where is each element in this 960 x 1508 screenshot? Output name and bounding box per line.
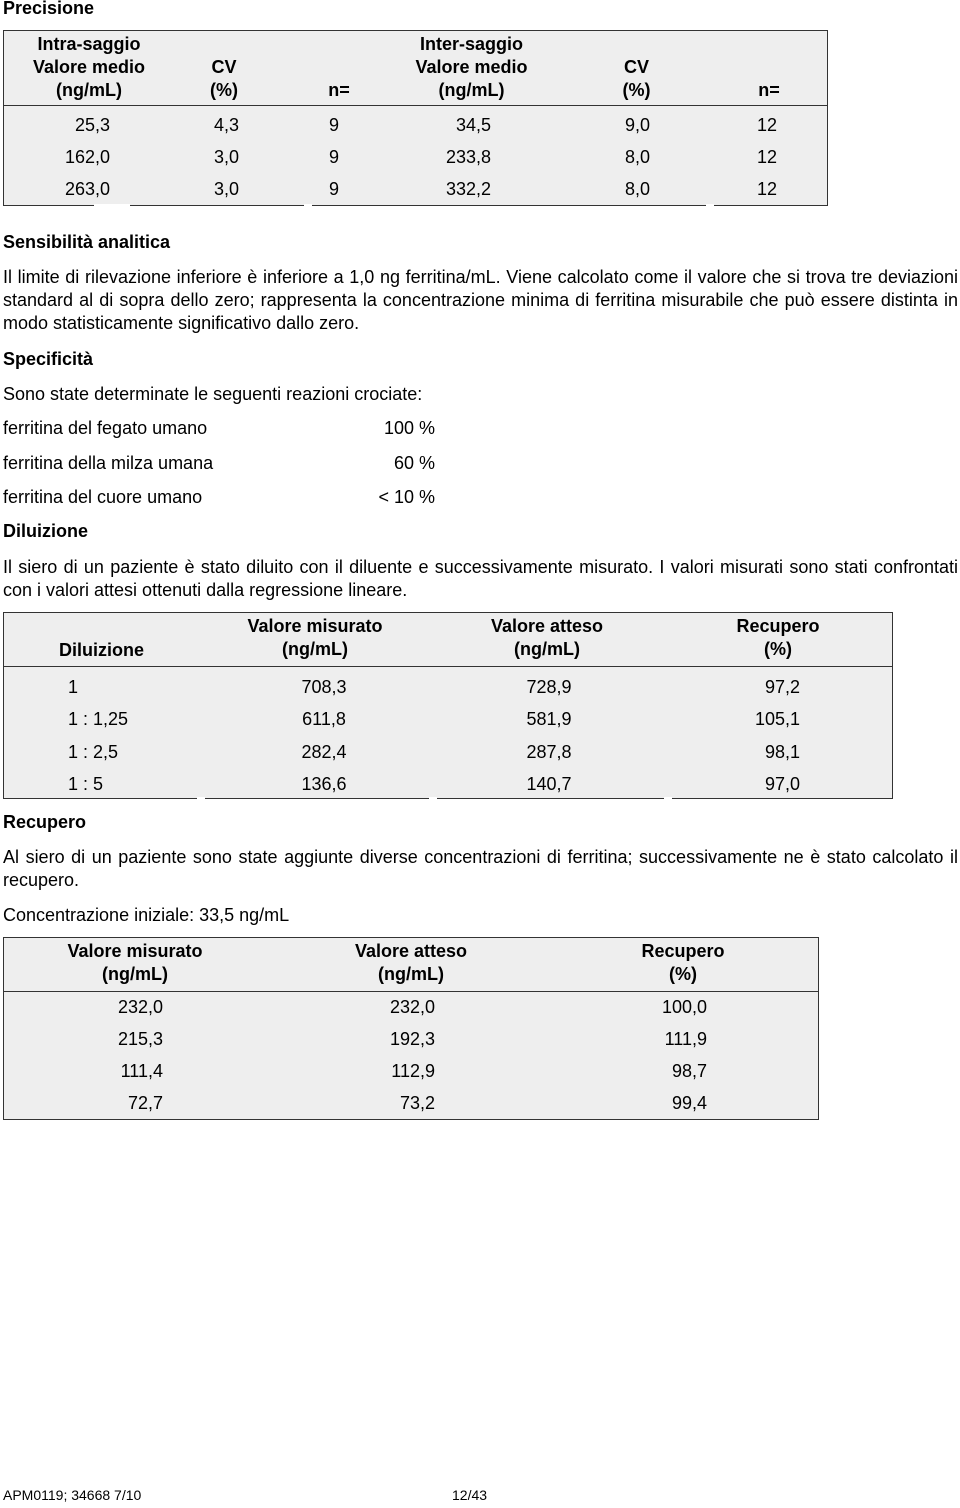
col-header-valore-atteso: Valore atteso (ng/mL)	[490, 616, 604, 659]
col-header-intra: Intra-saggio Valore medio (ng/mL)	[32, 34, 146, 100]
table-cell: 708,3	[301, 677, 347, 697]
table-cell: 111,9	[664, 1029, 707, 1049]
table-header-rule	[4, 991, 818, 992]
table-cell: 105,1	[754, 709, 800, 729]
table-cell: 136,6	[301, 774, 347, 794]
table-cell: 3,0	[213, 147, 239, 167]
col-header-valore-misurato: Valore misurato (ng/mL)	[67, 941, 203, 984]
table-cell: 111,4	[120, 1061, 163, 1081]
recupero-paragraph: Al siero di un paziente sono state aggiunte diverse concentrazioni di ferritina; successivamente ne è stato calcolato il recupero.	[3, 847, 958, 890]
table-cell: 9	[328, 147, 339, 167]
table-cell: 332,2	[445, 179, 491, 199]
table-cell: 4,3	[213, 115, 239, 135]
col-header-cv-inter: CV (%)	[622, 57, 651, 100]
table-cell: 192,3	[389, 1029, 435, 1049]
col-header-n-intra: n=	[328, 80, 350, 100]
table-cell: 728,9	[526, 677, 572, 697]
list-item-value: < 10 %	[378, 487, 435, 507]
recupero-initial-concentration: Concentrazione iniziale: 33,5 ng/mL	[3, 905, 290, 925]
table-cell: 9	[328, 179, 339, 199]
section-title-precisione: Precisione	[3, 0, 95, 18]
table-cell: 100,0	[661, 997, 707, 1017]
precision-table	[3, 30, 828, 206]
diluizione-paragraph: Il siero di un paziente è stato diluito con il diluente e successivamente misurato. I valori misurati sono stati confrontati con i valori attesi ottenuti dalla regressione lineare.	[3, 557, 958, 600]
section-title-recupero: Recupero	[3, 812, 87, 832]
table-cell: 12	[756, 179, 778, 199]
specificita-intro: Sono state determinate le seguenti reazioni crociate:	[3, 384, 423, 404]
table-header-rule	[4, 105, 827, 106]
table-cell: 1 : 2,5	[68, 742, 119, 762]
footer-page-number: 12/43	[452, 1487, 488, 1503]
col-header-recupero: Recupero (%)	[736, 616, 820, 659]
table-cell: 232,0	[117, 997, 163, 1017]
table-cell: 581,9	[526, 709, 572, 729]
col-header-valore-misurato: Valore misurato (ng/mL)	[247, 616, 383, 659]
table-cell: 611,8	[302, 709, 346, 729]
table-cell: 282,4	[301, 742, 347, 762]
footer-document-id: APM0119; 34668 7/10	[3, 1487, 142, 1503]
list-item-label: ferritina della milza umana	[3, 453, 214, 473]
table-cell: 263,0	[64, 179, 110, 199]
table-cell: 1	[68, 677, 79, 697]
table-cell: 25,3	[74, 115, 110, 135]
table-cell: 98,7	[671, 1061, 707, 1081]
table-cell: 9	[328, 115, 339, 135]
table-cell: 140,7	[526, 774, 572, 794]
col-header-recupero: Recupero (%)	[641, 941, 725, 984]
col-header-diluizione: Diluizione	[59, 640, 144, 660]
table-cell: 233,8	[445, 147, 491, 167]
table-cell: 162,0	[64, 147, 110, 167]
table-cell: 112,9	[391, 1061, 435, 1081]
table-cell: 8,0	[624, 147, 650, 167]
table-cell: 215,3	[117, 1029, 163, 1049]
table-header-rule	[4, 666, 892, 667]
table-cell: 3,0	[213, 179, 239, 199]
table-cell: 12	[756, 147, 778, 167]
table-cell: 9,0	[624, 115, 650, 135]
table-cell: 8,0	[624, 179, 650, 199]
table-cell: 1 : 5	[68, 774, 104, 794]
section-title-sensibilita: Sensibilità analitica	[3, 232, 171, 252]
table-cell: 287,8	[526, 742, 572, 762]
list-item-label: ferritina del fegato umano	[3, 418, 208, 438]
recovery-table	[3, 937, 819, 1120]
list-item-value: 100 %	[383, 418, 435, 438]
col-header-inter: Inter-saggio Valore medio (ng/mL)	[415, 34, 528, 100]
dilution-table	[3, 612, 893, 799]
table-cell: 12	[756, 115, 778, 135]
table-cell: 97,2	[764, 677, 800, 697]
section-title-diluizione: Diluizione	[3, 521, 88, 541]
col-header-valore-atteso: Valore atteso (ng/mL)	[354, 941, 468, 984]
table-cell: 1 : 1,25	[68, 709, 129, 729]
table-cell: 98,1	[764, 742, 800, 762]
col-header-n-inter: n=	[758, 80, 780, 100]
col-header-cv-intra: CV (%)	[210, 57, 238, 100]
list-item-value: 60 %	[393, 453, 435, 473]
table-cell: 34,5	[455, 115, 491, 135]
section-title-specificita: Specificità	[3, 349, 94, 369]
sensibilita-paragraph: Il limite di rilevazione inferiore è inferiore a 1,0 ng ferritina/mL. Viene calcolato come il valore che si trova tre deviazioni standard al di sopra dello zero; rappresenta la concentrazione minima di ferritina misurabile che può essere distinta in modo statisticamente significativo dallo zero.	[3, 267, 958, 333]
table-cell: 72,7	[127, 1093, 163, 1113]
table-cell: 99,4	[671, 1093, 707, 1113]
table-cell: 232,0	[389, 997, 435, 1017]
list-item-label: ferritina del cuore umano	[3, 487, 203, 507]
table-cell: 73,2	[399, 1093, 435, 1113]
table-cell: 97,0	[764, 774, 800, 794]
